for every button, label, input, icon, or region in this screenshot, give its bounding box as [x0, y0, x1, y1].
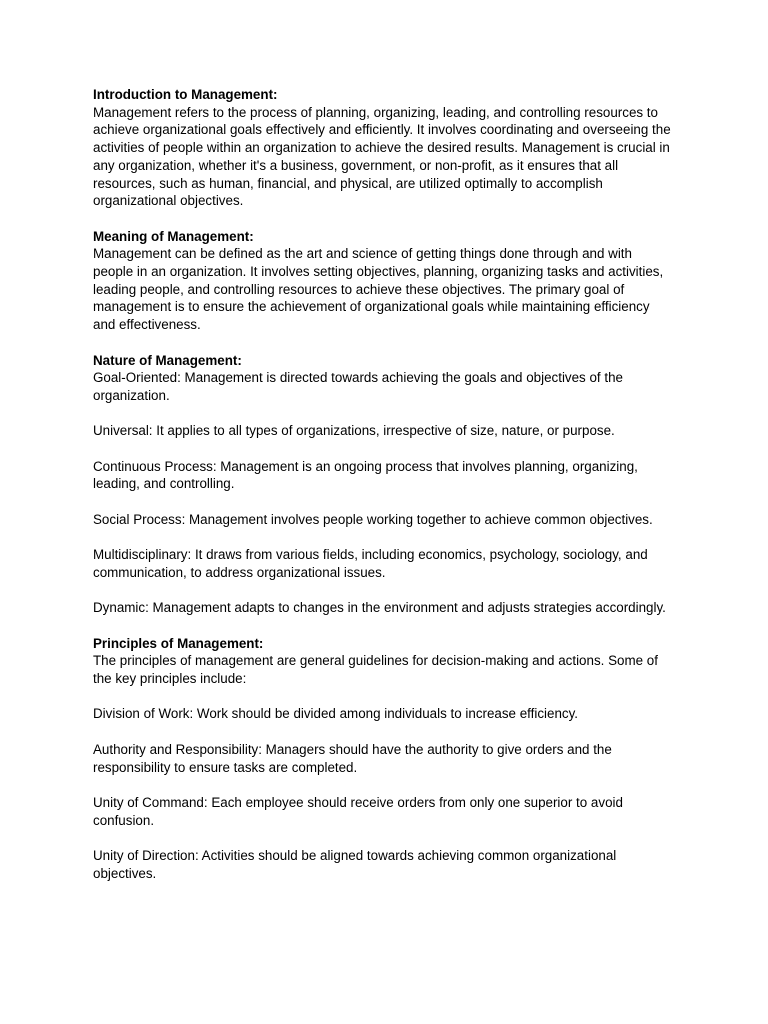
- blank-line: [93, 440, 675, 458]
- blank-line: [93, 617, 675, 635]
- paragraph: Management refers to the process of planning, organizing, leading, and controlling resources to achieve organizational goals effectively and efficiently. It involves coordinating and overseeing the activities of people within an organization to achieve the desired results. Management is crucial in any organization, whether it's a business, government, or non-profit, as it ensures that all resources, such as human, financial, and physical, are utilized optimally to accomplish organizational objectives.: [93, 104, 671, 209]
- blank-line: [93, 210, 675, 228]
- paragraph: Multidisciplinary: It draws from various fields, including economics, psychology, sociology, and communication, to address organizational issues.: [93, 547, 648, 580]
- paragraph: The principles of management are general guidelines for decision-making and actions. Some of the key principles include:: [93, 653, 658, 687]
- section-nature: [93, 352, 675, 617]
- paragraph: Universal: It applies to all types of organizations, irrespective of size, nature, or purpose.: [93, 423, 615, 439]
- blank-line: [93, 829, 675, 847]
- paragraph: Authority and Responsibility: Managers should have the authority to give orders and the responsibility to ensure tasks are completed.: [93, 741, 612, 775]
- blank-line: [93, 688, 675, 706]
- section-heading: Meaning of Management:: [93, 228, 254, 244]
- section-meaning: [93, 228, 675, 334]
- blank-line: [93, 405, 675, 423]
- blank-line: [93, 334, 675, 352]
- blank-line: [93, 529, 675, 547]
- paragraph: Goal-Oriented: Management is directed towards achieving the goals and objectives of the organization.: [93, 370, 623, 403]
- section-heading: Introduction to Management:: [93, 87, 278, 102]
- paragraph: Unity of Command: Each employee should receive orders from only one superior to avoid confusion.: [93, 794, 623, 828]
- section-principles: [93, 635, 675, 883]
- paragraph: Dynamic: Management adapts to changes in the environment and adjusts strategies accordingly.: [93, 600, 666, 616]
- blank-line: [93, 776, 675, 794]
- blank-line: [93, 493, 675, 511]
- section-heading: Principles of Management:: [93, 635, 264, 651]
- paragraph: Social Process: Management involves people working together to achieve common objectives.: [93, 511, 653, 527]
- paragraph: Continuous Process: Management is an ongoing process that involves planning, organizing, leading, and controlling.: [93, 458, 638, 492]
- section-heading: Nature of Management:: [93, 352, 242, 368]
- paragraph: Unity of Direction: Activities should be aligned towards achieving common organizational objectives.: [93, 848, 617, 881]
- section-introduction: [93, 86, 675, 210]
- blank-line: [93, 582, 675, 600]
- blank-line: [93, 723, 675, 741]
- document-page: [93, 86, 675, 882]
- paragraph: Division of Work: Work should be divided among individuals to increase efficiency.: [93, 706, 579, 722]
- paragraph: Management can be defined as the art and science of getting things done through and with people in an organization. It involves setting objectives, planning, organizing tasks and activities, leading people, and controlling resources to achieve these objectives. The primary goal of management is to ensure the achievement of organizational goals while maintaining efficiency and effectiveness.: [93, 246, 664, 333]
